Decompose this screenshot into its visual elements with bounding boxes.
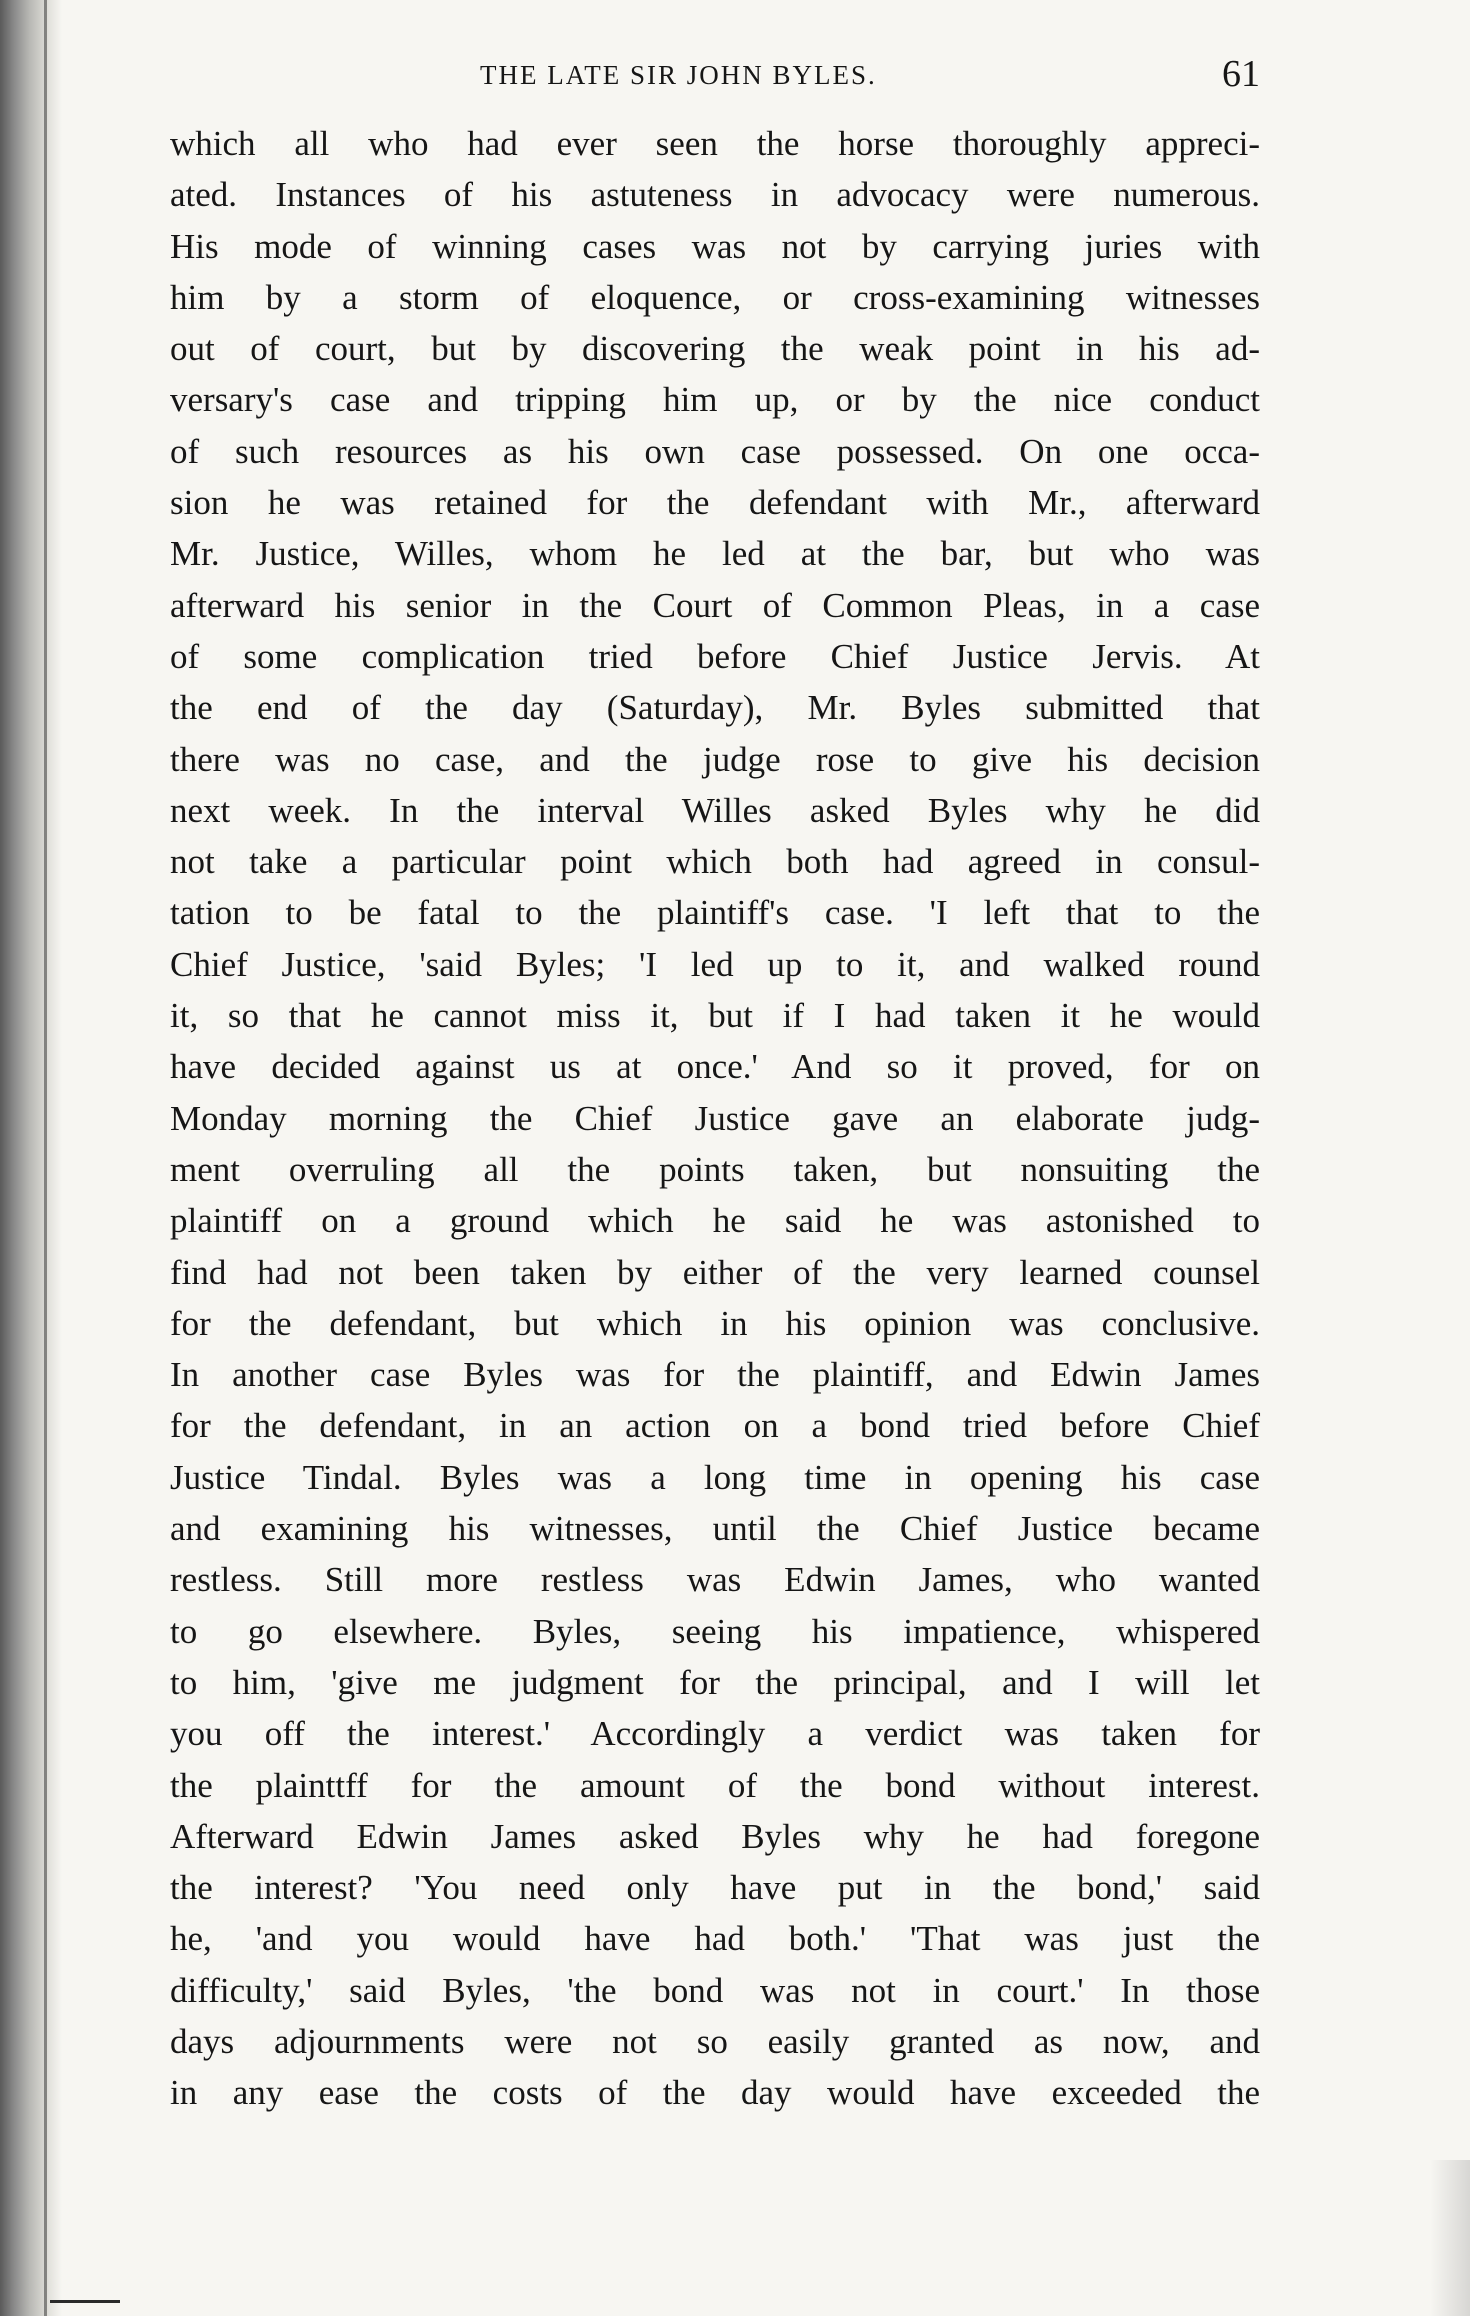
text-line: to go elsewhere. Byles, seeing his impatience, whispered: [170, 1611, 1260, 1651]
text-line: not take a particular point which both had agreed in consul-: [170, 842, 1260, 882]
text-line: the plainttff for the amount of the bond without interest.: [170, 1765, 1260, 1805]
text-line: find had not been taken by either of the very learned counsel: [170, 1252, 1260, 1292]
text-line: and examining his witnesses, until the Chief Justice became: [170, 1509, 1260, 1549]
text-line: have decided against us at once.' And so it proved, for on: [170, 1047, 1260, 1087]
text-line: restless. Still more restless was Edwin James, who wanted: [170, 1560, 1260, 1600]
text-line: the interest? 'You need only have put in the bond,' said: [170, 1868, 1260, 1908]
text-line: sion he was retained for the defendant with Mr., afterward: [170, 483, 1260, 523]
text-line: Justice Tindal. Byles was a long time in opening his case: [170, 1457, 1260, 1497]
text-line: Mr. Justice, Willes, whom he led at the bar, but who was: [170, 534, 1260, 574]
text-line: which all who had ever seen the horse thoroughly appreci-: [170, 124, 1260, 163]
text-line: in any ease the costs of the day would have exceeded the: [170, 2073, 1260, 2113]
text-line: tation to be fatal to the plaintiff's case. 'I left that to the: [170, 893, 1260, 933]
text-line: you off the interest.' Accordingly a verdict was taken for: [170, 1714, 1260, 1754]
binding-edge-line: [44, 0, 47, 2316]
text-line: days adjournments were not so easily granted as now, and: [170, 2021, 1260, 2061]
text-line: difficulty,' said Byles, 'the bond was not in court.' In those: [170, 1970, 1260, 2010]
text-line: he, 'and you would have had both.' 'That was just the: [170, 1919, 1260, 1959]
text-line: out of court, but by discovering the weak point in his ad-: [170, 329, 1260, 369]
running-title: THE LATE SIR JOHN BYLES.: [480, 60, 877, 90]
text-line: ment overruling all the points taken, but nonsuiting the: [170, 1149, 1260, 1189]
text-line: the end of the day (Saturday), Mr. Byles submitted that: [170, 688, 1260, 728]
text-line: His mode of winning cases was not by carrying juries with: [170, 226, 1260, 266]
text-line: of some complication tried before Chief Justice Jervis. At: [170, 636, 1260, 676]
text-line: plaintiff on a ground which he said he was astonished to: [170, 1201, 1260, 1241]
running-header: [170, 53, 1260, 108]
text-line: it, so that he cannot miss it, but if I had taken it he would: [170, 996, 1260, 1036]
text-line: afterward his senior in the Court of Common Pleas, in a case: [170, 585, 1260, 625]
page-binding-shadow: [0, 0, 62, 2316]
text-line: In another case Byles was for the plaintiff, and Edwin James: [170, 1355, 1260, 1395]
text-line: Monday morning the Chief Justice gave an elaborate judg-: [170, 1098, 1260, 1138]
text-line: of such resources as his own case possessed. On one occa-: [170, 431, 1260, 471]
body-text: [170, 118, 1260, 2119]
text-line: versary's case and tripping him up, or by the nice conduct: [170, 380, 1260, 420]
text-line: Chief Justice, 'said Byles; 'I led up to it, and walked round: [170, 944, 1260, 984]
text-line: ated. Instances of his astuteness in advocacy were numerous.: [170, 175, 1260, 215]
bottom-edge-mark: [50, 2300, 120, 2303]
text-line: next week. In the interval Willes asked Byles why he did: [170, 790, 1260, 830]
page-number: 61: [1222, 53, 1260, 95]
text-line: to him, 'give me judgment for the principal, and I will let: [170, 1662, 1260, 1702]
text-line: him by a storm of eloquence, or cross-examining witnesses: [170, 277, 1260, 317]
scan-edge-shading: [1430, 2160, 1470, 2316]
text-line: Afterward Edwin James asked Byles why he had foregone: [170, 1816, 1260, 1856]
text-line: for the defendant, in an action on a bond tried before Chief: [170, 1406, 1260, 1446]
text-line: there was no case, and the judge rose to give his decision: [170, 739, 1260, 779]
text-line: for the defendant, but which in his opinion was conclusive.: [170, 1303, 1260, 1343]
